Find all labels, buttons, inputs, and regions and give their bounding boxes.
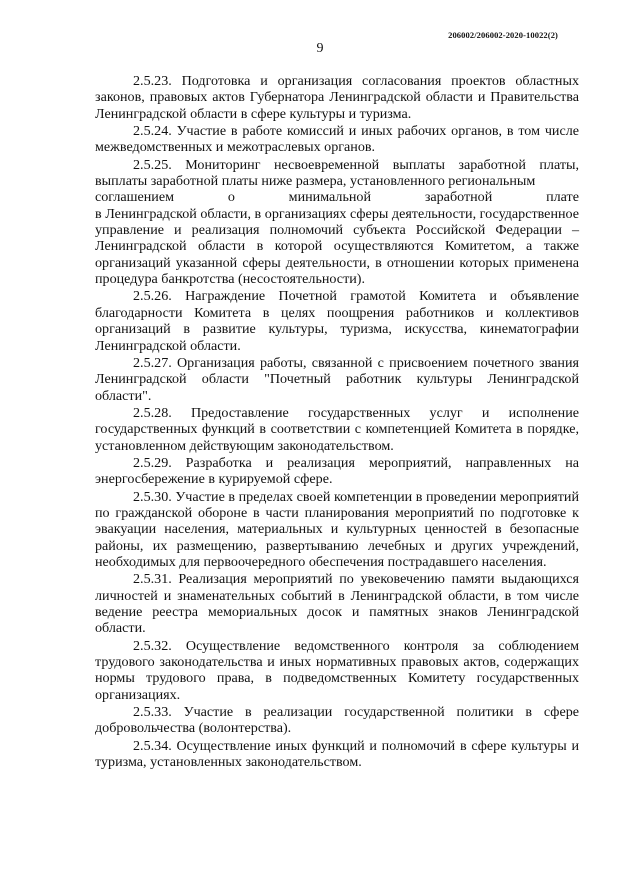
paragraph-2-5-28: 2.5.28. Предоставление государственных услуг и исполнение государственных функций в соответствии с компетенцией Комитета в порядке, установленном действующим законодательством. — [95, 404, 579, 454]
paragraph-2-5-27: 2.5.27. Организация работы, связанной с присвоением почетного звания Ленинградской области "Почетный работник культуры Ленинградской области". — [95, 354, 579, 404]
paragraph-2-5-29: 2.5.29. Разработка и реализация мероприятий, направленных на энергосбережение в курируемой сфере. — [95, 454, 579, 488]
page-number: 9 — [316, 41, 324, 56]
paragraph-2-5-34: 2.5.34. Осуществление иных функций и полномочий в сфере культуры и туризма, установленных законодательством. — [95, 737, 579, 771]
word: соглашением — [95, 189, 175, 206]
paragraph-2-5-26: 2.5.26. Награждение Почетной грамотой Комитета и объявление благодарности Комитета в целях поощрения работников и коллективов организаций в развитие культуры, туризма, искусства, кинематографии Ленинградской области. — [95, 288, 579, 354]
document-number: 206002/206002-2020-10022(2) — [448, 30, 558, 40]
paragraph-2-5-25-start: 2.5.25. Мониторинг несвоевременной выплаты заработной платы, выплаты заработной платы ниже размера, установленного региональным — [95, 156, 579, 190]
word: заработной — [424, 189, 493, 206]
word: плате — [546, 189, 579, 206]
paragraph-2-5-32: 2.5.32. Осуществление ведомственного контроля за соблюдением трудового законодательства и иных нормативных правовых актов, содержащих нормы трудового права, в подведомственных Комитету государственных организациях. — [95, 637, 579, 703]
paragraph-2-5-30: 2.5.30. Участие в пределах своей компетенции в проведении мероприятий по гражданской обороне в части планирования мероприятий по подготовке к эвакуации населения, материальных и культурных ценностей в безопасные районы, их размещению, развертыванию лечебных и других учреждений, необходимых для первоочередного обеспечения пострадавшего населения. — [95, 488, 579, 570]
word: минимальной — [288, 189, 372, 206]
paragraph-2-5-25-end: в Ленинградской области, в организациях сферы деятельности, государственное управление и реализация полномочий субъекта Российской Федерации – Ленинградской области в которой осуществляются Комитетом, а также организаций указанной сферы деятельности, в отношении которых применена процедура банкротства (несостоятельности). — [95, 205, 579, 288]
paragraph-2-5-24: 2.5.24. Участие в работе комиссий и иных рабочих органов, в том числе межведомственных и межотраслевых органов. — [95, 123, 579, 156]
paragraph-2-5-23: 2.5.23. Подготовка и организация согласования проектов областных законов, правовых актов Губернатора Ленинградской области и Правительства Ленинградской области в сфере культуры и туризма. — [95, 73, 579, 122]
paragraph-2-5-31: 2.5.31. Реализация мероприятий по увековечению памяти выдающихся личностей и знаменательных событий в Ленинградской области, в том числе ведение реестра мемориальных досок и памятных знаков Ленинградской области. — [95, 571, 579, 637]
document-body — [95, 73, 579, 771]
word: о — [227, 189, 235, 206]
paragraph-2-5-33: 2.5.33. Участие в реализации государственной политики в сфере добровольчества (волонтерства). — [95, 704, 579, 737]
paragraph-2-5-25-spaced-line — [95, 189, 579, 205]
